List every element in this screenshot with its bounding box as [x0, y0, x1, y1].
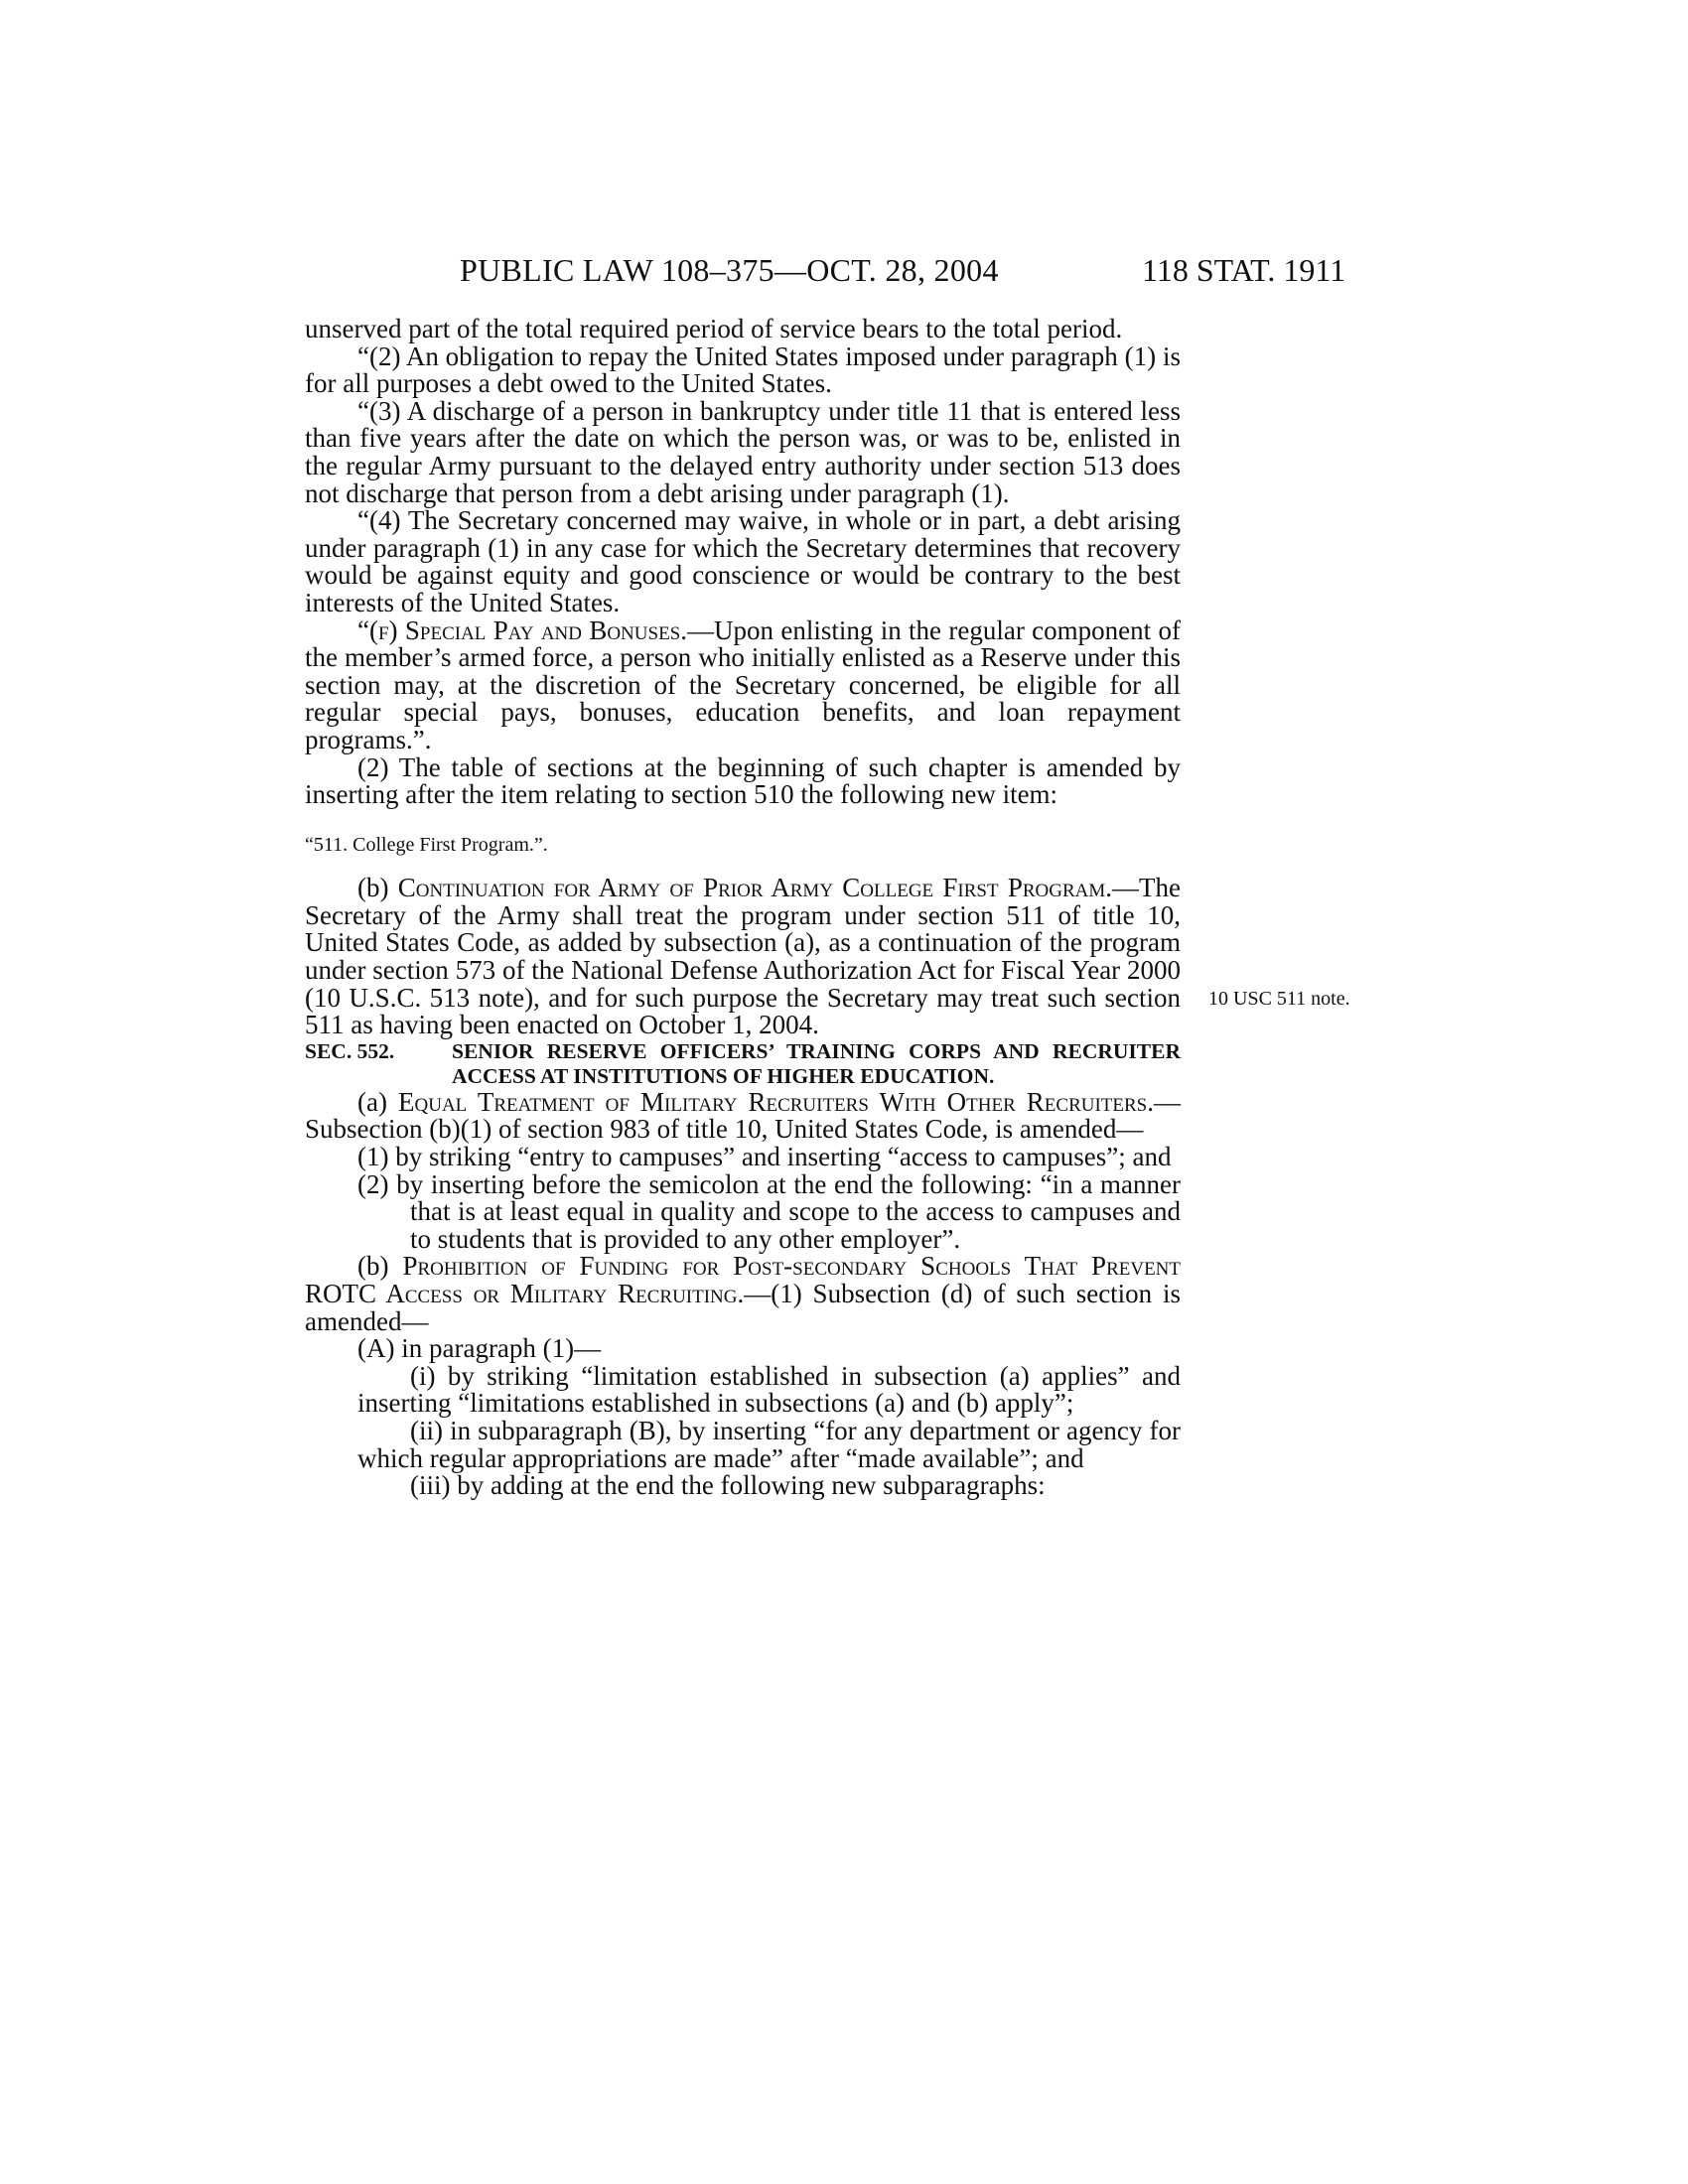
paragraph-a-equal-treatment — [305, 1086, 1182, 1145]
heading-special-pay: “(f) Special Pay and Bonuses. — [357, 614, 687, 645]
paragraph-a-lead: (a) — [357, 1086, 399, 1117]
paragraph-b-continuation — [305, 875, 1181, 1039]
text-continuation: —The Secretary of the Army shall treat the program under section 511 of title 10, United States Code, as added by subsection (a), as a continuation of the program under section 573 of the National Defense Authorization Act for Fiscal Year 2000 (10 U.S.C. 513 note), and for such purpose the Secretary may treat such section 511 as having been enacted on October 1, 2004. — [305, 873, 1181, 1040]
heading-prohibition: Prohibition of Funding for Post-secondary Schools That Prevent ROTC Access or Military Recruiting. — [305, 1251, 1181, 1308]
paragraph-e3: “(3) A discharge of a person in bankruptcy under title 11 that is entered less than five years after the date on which the person was, or was to be, enlisted in the regular Army pursuant to the delayed entry authority under section 513 does not discharge that person from a debt arising under paragraph (1). — [305, 395, 1181, 508]
subparagraph-a: (A) in paragraph (1)— — [357, 1333, 602, 1364]
margin-note: 10 USC 511 note. — [1208, 988, 1350, 1010]
paragraph-continued: unserved part of the total required period of service bears to the total period. — [305, 314, 1123, 343]
page-header-stat-citation: 118 STAT. 1911 — [1142, 252, 1346, 288]
clause-ii: (ii) in subparagraph (B), by inserting “for any department or agency for which regular appropriations are made” after “made available”; and — [357, 1415, 1181, 1473]
table-of-sections-item: “511. College First Program.”. — [305, 833, 548, 856]
paragraph-e4: “(4) The Secretary concerned may waive, in whole or in part, a debt arising under paragraph (1) in any case for which the Secretary determines that recovery would be against equity and good conscience or would be contrary to the best interests of the United States. — [305, 505, 1181, 617]
paragraph-b-prohibition — [305, 1253, 1181, 1335]
text-equal-treatment: —Subsection (b)(1) of section 983 of title 10, United States Code, is amended— — [305, 1086, 1182, 1145]
clause-2-inserting: (2) by inserting before the semicolon at the end the following: “in a manner that is at least equal in quality and scope to the access to campuses and to students that is provided to any other employer”. — [357, 1168, 1181, 1254]
paragraph-e2: “(2) An obligation to repay the United States imposed under paragraph (1) is for all purposes a debt owed to the United States. — [305, 341, 1181, 399]
section-title: SENIOR RESERVE OFFICERS’ TRAINING CORPS AND RECRUITER ACCESS AT INSTITUTIONS OF HIGHER EDUCATION. — [452, 1038, 1181, 1088]
text-prohibition: —(1) Subsection (d) of such section is amended— — [305, 1279, 1181, 1336]
clause-iii: (iii) by adding at the end the following new subparagraphs: — [410, 1470, 1046, 1501]
paragraph-b-lead: (b) — [357, 873, 398, 903]
paragraph-f-special-pay — [305, 614, 1181, 754]
paragraph-table-amendment: (2) The table of sections at the beginning of such chapter is amended by inserting after the item relating to section 510 the following new item: — [305, 751, 1181, 810]
statute-text — [305, 316, 1181, 1500]
clause-1-striking: (1) by striking “entry to campuses” and inserting “access to campuses”; and — [357, 1142, 1172, 1172]
clause-i: (i) by striking “limitation established in subsection (a) applies” and inserting “limitations established in subsections (a) and (b) apply”; — [357, 1360, 1181, 1419]
page-header-title: PUBLIC LAW 108–375—OCT. 28, 2004 — [460, 252, 999, 288]
section-number: SEC. 552. — [305, 1038, 395, 1063]
section-heading-552 — [305, 1039, 1181, 1089]
heading-continuation: Continuation for Army of Prior Army College First Program. — [397, 873, 1113, 903]
paragraph-b2-lead: (b) — [357, 1251, 403, 1282]
heading-equal-treatment: Equal Treatment of Military Recruiters With Other Recruiters. — [398, 1086, 1155, 1117]
text-special-pay: —Upon enlisting in the regular component of the member’s armed force, a person who initially enlisted as a Reserve under this section may, at the discretion of the Secretary concerned, be eligible for all regular special pays, bonuses, education benefits, and loan repayment programs.”. — [305, 614, 1181, 754]
